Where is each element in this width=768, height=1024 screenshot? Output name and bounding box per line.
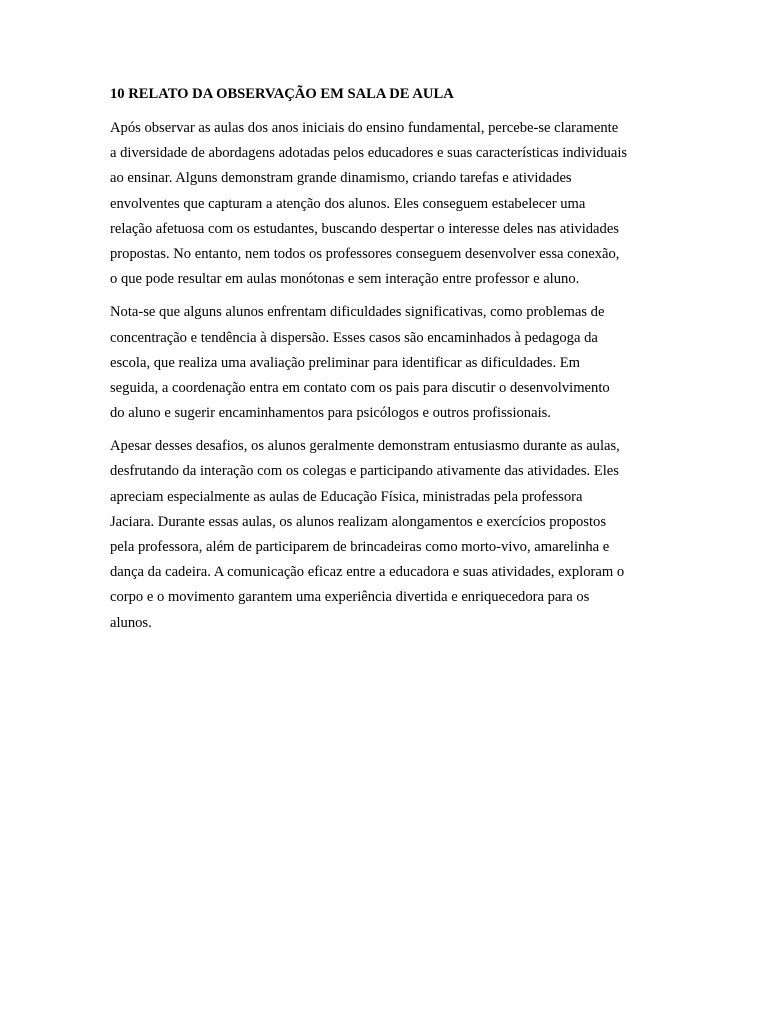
paragraph-line: corpo e o movimento garantem uma experiência divertida e enriquecedora para os [110,589,590,606]
paragraph-line: do aluno e sugerir encaminhamentos para psicólogos e outros profissionais. [110,405,551,422]
paragraph-line: apreciam especialmente as aulas de Educação Física, ministradas pela professora [110,488,583,505]
paragraph-line: concentração e tendência à dispersão. Esses casos são encaminhados à pedagoga da [110,329,598,346]
document-page [110,84,662,644]
paragraph-line: a diversidade de abordagens adotadas pelos educadores e suas características individuais [110,145,628,162]
paragraph-line: desfrutando da interação com os colegas e participando ativamente das atividades. Eles [110,463,619,480]
paragraph-line: Apesar desses desafios, os alunos geralmente demonstram entusiasmo durante as aulas, [110,438,620,455]
paragraph-line: alunos. [110,614,152,631]
paragraph-line: propostas. No entanto, nem todos os professores conseguem desenvolver essa conexão, [110,245,620,262]
paragraph-line: seguida, a coordenação entra em contato com os pais para discutir o desenvolvimento [110,379,610,396]
paragraph-line: pela professora, além de participarem de brincadeiras como morto-vivo, amarelinha e [110,539,610,555]
paragraph-line: ao ensinar. Alguns demonstram grande dinamismo, criando tarefas e atividades [110,170,572,187]
paragraph-line: escola, que realiza uma avaliação preliminar para identificar as dificuldades. Em [110,354,581,371]
paragraph-line: dança da cadeira. A comunicação eficaz entre a educadora e suas atividades, exploram o [110,564,625,581]
paragraph-3 [110,434,662,636]
paragraph-line: o que pode resultar em aulas monótonas e sem interação entre professor e aluno. [110,271,580,288]
paragraph-line: Após observar as aulas dos anos iniciais do ensino fundamental, percebe-se claramente [110,120,619,136]
paragraph-line: relação afetuosa com os estudantes, buscando despertar o interesse deles nas atividades [110,220,619,237]
section-heading: 10 RELATO DA OBSERVAÇÃO EM SALA DE AULA [110,86,454,102]
paragraph-1 [110,116,662,292]
paragraph-line: Nota-se que alguns alunos enfrentam dificuldades significativas, como problemas de [110,304,605,321]
paragraph-line: Jaciara. Durante essas aulas, os alunos realizam alongamentos e exercícios propostos [110,513,607,530]
paragraph-line: envolventes que capturam a atenção dos alunos. Eles conseguem estabelecer uma [110,195,586,212]
paragraph-2 [110,300,662,426]
